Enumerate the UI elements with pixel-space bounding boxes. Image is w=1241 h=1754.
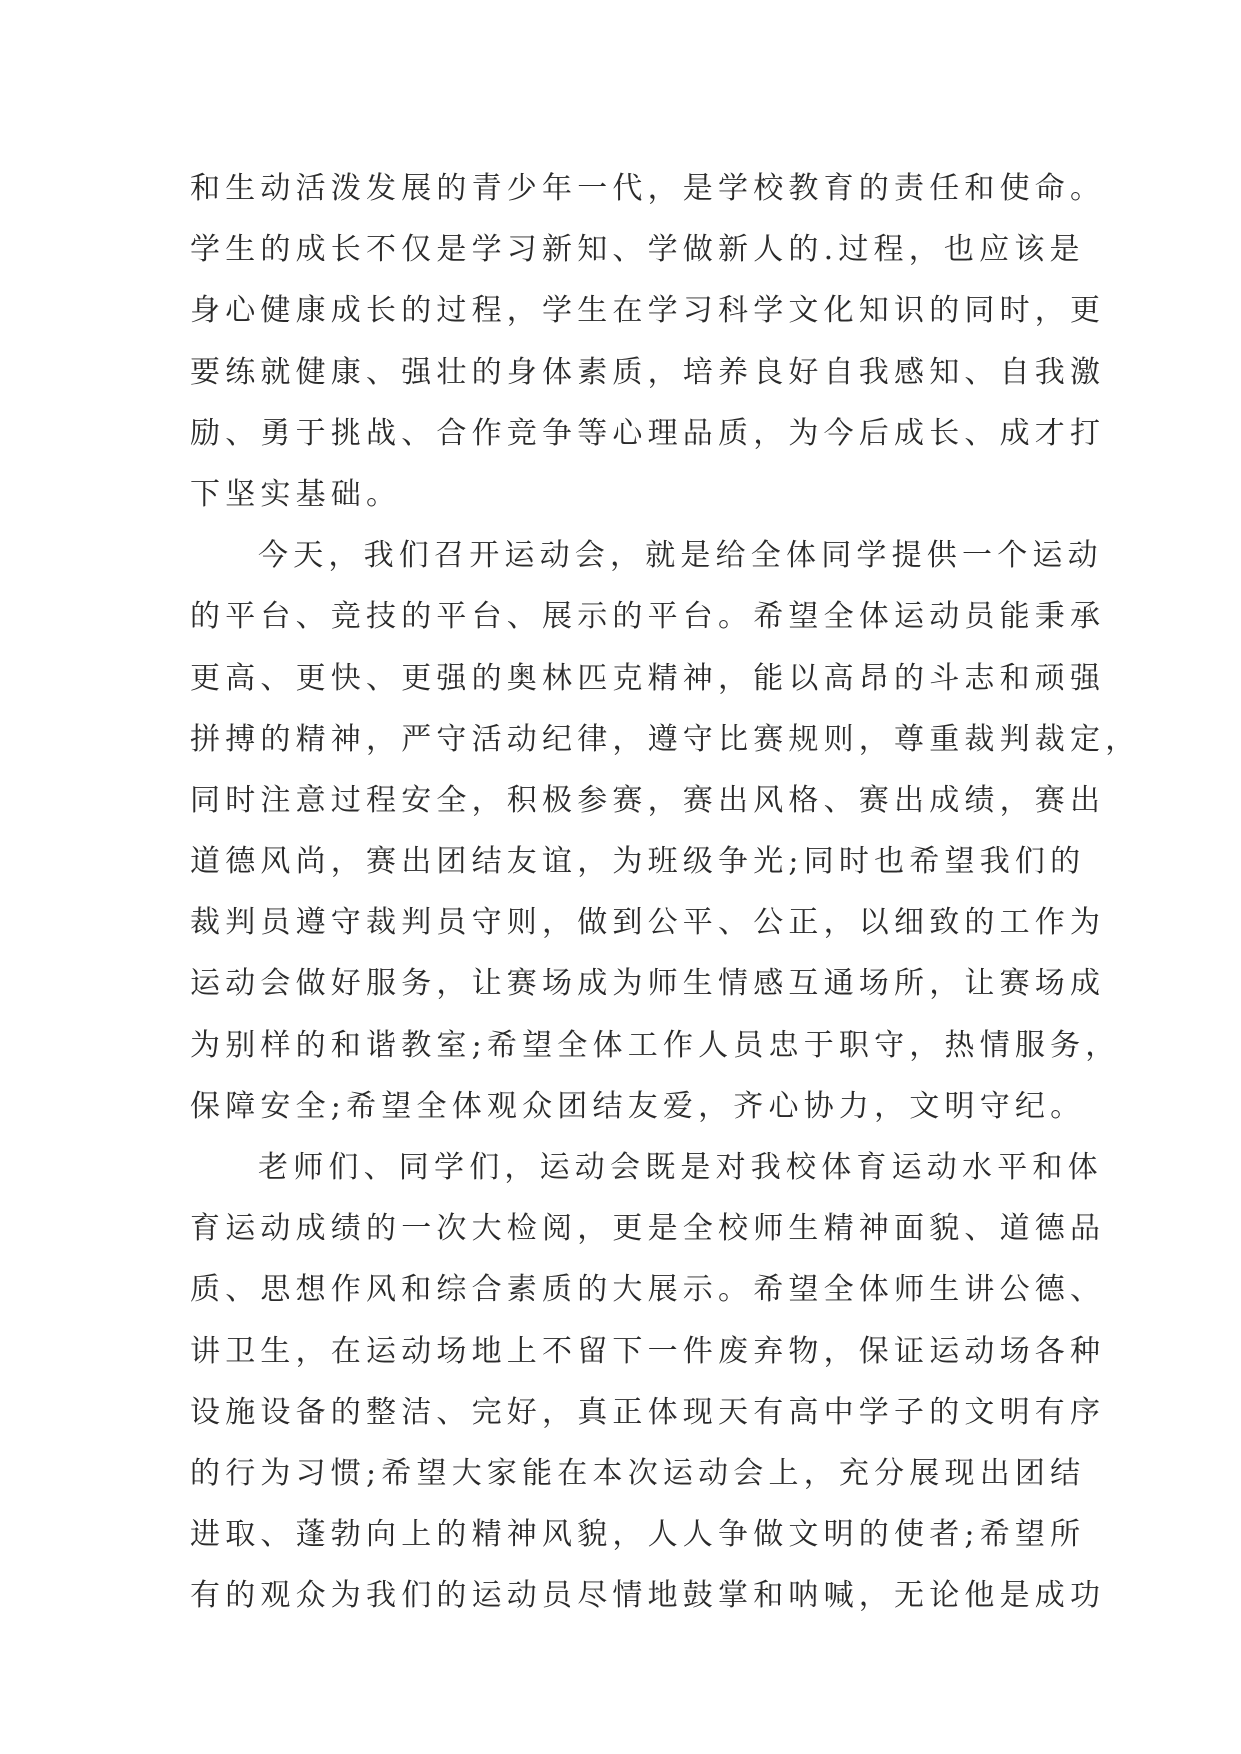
paragraph-3-line-3: 质、思想作风和综合素质的大展示。希望全体师生讲公德、: [190, 1272, 1106, 1308]
paragraph-3-line-7: 进取、蓬勃向上的精神风貌，人人争做文明的使者;希望所: [190, 1517, 1086, 1553]
paragraph-2-line-7: 裁判员遵守裁判员守则，做到公平、公正，以细致的工作为: [190, 905, 1106, 941]
paragraph-2-line-10: 保障安全;希望全体观众团结友爱，齐心协力，文明守纪。: [190, 1088, 1086, 1124]
paragraph-2-line-1: 今天，我们召开运动会，就是给全体同学提供一个运动: [258, 538, 1103, 574]
paragraph-3-line-4: 讲卫生，在运动场地上不留下一件废弃物，保证运动场各种: [190, 1333, 1106, 1369]
paragraph-3-line-6: 的行为习惯;希望大家能在本次运动会上，充分展现出团结: [190, 1455, 1086, 1491]
paragraph-3-line-2: 育运动成绩的一次大检阅，更是全校师生精神面貌、道德品: [190, 1211, 1106, 1247]
paragraph-1-line-6: 下坚实基础。: [190, 476, 402, 512]
paragraph-3-line-1: 老师们、同学们，运动会既是对我校体育运动水平和体: [258, 1150, 1103, 1185]
paragraph-1-line-5: 励、勇于挑战、合作竞争等心理品质，为今后成长、成才打: [190, 415, 1106, 451]
paragraph-3-line-8: 有的观众为我们的运动员尽情地鼓掌和呐喊，无论他是成功: [190, 1578, 1106, 1614]
paragraph-2-line-9: 为别样的和谐教室;希望全体工作人员忠于职守，热情服务，: [190, 1027, 1121, 1063]
paragraph-3-line-5: 设施设备的整洁、完好，真正体现天有高中学子的文明有序: [190, 1394, 1106, 1430]
paragraph-2-line-3: 更高、更快、更强的奥林匹克精神，能以高昂的斗志和顽强: [190, 660, 1106, 696]
paragraph-2-line-8: 运动会做好服务，让赛场成为师生情感互通场所，让赛场成: [190, 966, 1106, 1002]
document-body: [190, 158, 1141, 1627]
paragraph-1-line-3: 身心健康成长的过程，学生在学习科学文化知识的同时，更: [190, 293, 1106, 329]
paragraph-2-line-6: 道德风尚，赛出团结友谊，为班级争光;同时也希望我们的: [190, 844, 1086, 880]
paragraph-1-line-1: 和生动活泼发展的青少年一代，是学校教育的责任和使命。: [190, 171, 1106, 206]
paragraph-1-line-4: 要练就健康、强壮的身体素质，培养良好自我感知、自我激: [190, 354, 1106, 390]
paragraph-1-line-2: 学生的成长不仅是学习新知、学做新人的.过程，也应该是: [190, 232, 1085, 268]
paragraph-2-line-2: 的平台、竞技的平台、展示的平台。希望全体运动员能秉承: [190, 599, 1106, 635]
paragraph-2-line-4: 拼搏的精神，严守活动纪律，遵守比赛规则，尊重裁判裁定，: [190, 721, 1141, 757]
paragraph-2-line-5: 同时注意过程安全，积极参赛，赛出风格、赛出成绩，赛出: [190, 782, 1106, 818]
